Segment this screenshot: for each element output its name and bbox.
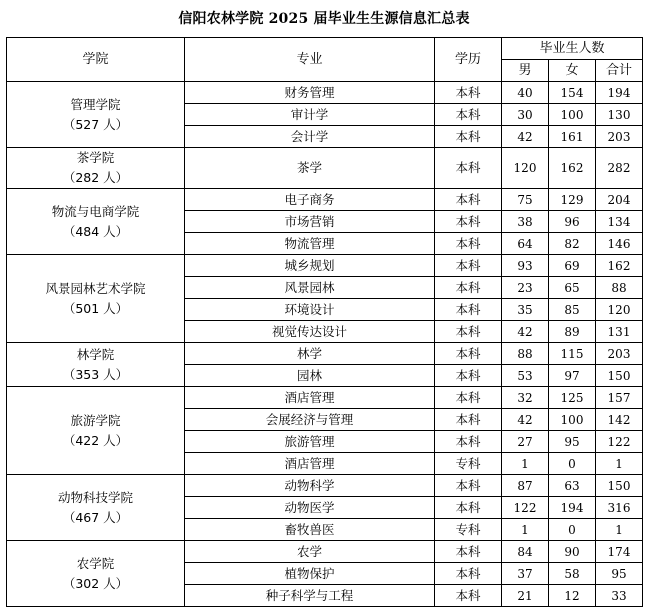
female-count-cell: 96 — [549, 211, 596, 233]
female-count-cell: 0 — [549, 453, 596, 475]
female-count-cell: 58 — [549, 563, 596, 585]
female-count-cell: 154 — [549, 82, 596, 104]
major-cell: 植物保护 — [185, 563, 435, 585]
major-cell: 物流管理 — [185, 233, 435, 255]
major-cell: 城乡规划 — [185, 255, 435, 277]
college-count: （353 人） — [62, 366, 129, 382]
college-count: （422 人） — [62, 432, 129, 448]
major-cell: 市场营销 — [185, 211, 435, 233]
female-count-cell: 89 — [549, 321, 596, 343]
degree-cell: 本科 — [435, 321, 502, 343]
degree-cell: 本科 — [435, 104, 502, 126]
table-row — [7, 541, 643, 563]
total-count-cell: 150 — [596, 475, 643, 497]
college-name: 风景园林艺术学院 — [45, 280, 146, 296]
table-row — [7, 148, 643, 189]
college-name: 林学院 — [76, 346, 115, 362]
table-row — [7, 387, 643, 409]
female-count-cell: 63 — [549, 475, 596, 497]
header-degree: 学历 — [435, 38, 502, 82]
college-cell — [7, 541, 185, 607]
female-count-cell: 161 — [549, 126, 596, 148]
college-cell — [7, 189, 185, 255]
college-cell — [7, 343, 185, 387]
total-count-cell: 157 — [596, 387, 643, 409]
college-name: 动物科技学院 — [57, 489, 133, 505]
male-count-cell: 1 — [502, 519, 549, 541]
degree-cell: 本科 — [435, 255, 502, 277]
male-count-cell: 120 — [502, 148, 549, 189]
degree-cell: 本科 — [435, 343, 502, 365]
male-count-cell: 21 — [502, 585, 549, 607]
total-count-cell: 1 — [596, 453, 643, 475]
male-count-cell: 32 — [502, 387, 549, 409]
total-count-cell: 120 — [596, 299, 643, 321]
college-cell — [7, 148, 185, 189]
total-count-cell: 150 — [596, 365, 643, 387]
header-major: 专业 — [185, 38, 435, 82]
female-count-cell: 125 — [549, 387, 596, 409]
total-count-cell: 131 — [596, 321, 643, 343]
degree-cell: 本科 — [435, 585, 502, 607]
female-count-cell: 95 — [549, 431, 596, 453]
total-count-cell: 203 — [596, 126, 643, 148]
male-count-cell: 84 — [502, 541, 549, 563]
male-count-cell: 88 — [502, 343, 549, 365]
total-count-cell: 174 — [596, 541, 643, 563]
male-count-cell: 30 — [502, 104, 549, 126]
male-count-cell: 75 — [502, 189, 549, 211]
total-count-cell: 203 — [596, 343, 643, 365]
total-count-cell: 162 — [596, 255, 643, 277]
female-count-cell: 100 — [549, 409, 596, 431]
degree-cell: 本科 — [435, 475, 502, 497]
degree-cell: 本科 — [435, 541, 502, 563]
total-count-cell: 194 — [596, 82, 643, 104]
degree-cell: 本科 — [435, 497, 502, 519]
header-male: 男 — [502, 60, 549, 82]
degree-cell: 专科 — [435, 453, 502, 475]
female-count-cell: 97 — [549, 365, 596, 387]
header-total: 合计 — [596, 60, 643, 82]
female-count-cell: 69 — [549, 255, 596, 277]
male-count-cell: 23 — [502, 277, 549, 299]
major-cell: 电子商务 — [185, 189, 435, 211]
male-count-cell: 87 — [502, 475, 549, 497]
header-row-1 — [7, 38, 643, 60]
male-count-cell: 35 — [502, 299, 549, 321]
degree-cell: 本科 — [435, 189, 502, 211]
total-count-cell: 95 — [596, 563, 643, 585]
major-cell: 视觉传达设计 — [185, 321, 435, 343]
male-count-cell: 27 — [502, 431, 549, 453]
male-count-cell: 40 — [502, 82, 549, 104]
total-count-cell: 316 — [596, 497, 643, 519]
major-cell: 园林 — [185, 365, 435, 387]
page-title: 信阳农林学院 2025 届毕业生生源信息汇总表 — [178, 11, 470, 27]
degree-cell: 本科 — [435, 431, 502, 453]
degree-cell: 本科 — [435, 365, 502, 387]
table-row — [7, 343, 643, 365]
male-count-cell: 93 — [502, 255, 549, 277]
male-count-cell: 53 — [502, 365, 549, 387]
major-cell: 林学 — [185, 343, 435, 365]
degree-cell: 本科 — [435, 277, 502, 299]
college-count: （527 人） — [62, 116, 129, 132]
total-count-cell: 88 — [596, 277, 643, 299]
major-cell: 财务管理 — [185, 82, 435, 104]
table-row — [7, 475, 643, 497]
college-name: 物流与电商学院 — [51, 203, 140, 219]
degree-cell: 本科 — [435, 387, 502, 409]
header-college: 学院 — [7, 38, 185, 82]
degree-cell: 本科 — [435, 563, 502, 585]
female-count-cell: 100 — [549, 104, 596, 126]
header-graduate-count: 毕业生人数 — [502, 38, 643, 60]
degree-cell: 本科 — [435, 126, 502, 148]
major-cell: 动物医学 — [185, 497, 435, 519]
college-name: 旅游学院 — [70, 412, 121, 428]
major-cell: 茶学 — [185, 148, 435, 189]
major-cell: 动物科学 — [185, 475, 435, 497]
table-row — [7, 82, 643, 104]
table-row — [7, 255, 643, 277]
degree-cell: 本科 — [435, 148, 502, 189]
female-count-cell: 129 — [549, 189, 596, 211]
college-cell — [7, 82, 185, 148]
total-count-cell: 142 — [596, 409, 643, 431]
degree-cell: 本科 — [435, 211, 502, 233]
college-count: （302 人） — [62, 575, 129, 591]
major-cell: 会展经济与管理 — [185, 409, 435, 431]
graduate-summary-table — [6, 37, 643, 607]
female-count-cell: 82 — [549, 233, 596, 255]
male-count-cell: 42 — [502, 409, 549, 431]
female-count-cell: 194 — [549, 497, 596, 519]
male-count-cell: 1 — [502, 453, 549, 475]
major-cell: 风景园林 — [185, 277, 435, 299]
male-count-cell: 38 — [502, 211, 549, 233]
degree-cell: 专科 — [435, 519, 502, 541]
male-count-cell: 64 — [502, 233, 549, 255]
degree-cell: 本科 — [435, 233, 502, 255]
major-cell: 审计学 — [185, 104, 435, 126]
major-cell: 农学 — [185, 541, 435, 563]
female-count-cell: 90 — [549, 541, 596, 563]
college-count: （467 人） — [62, 509, 129, 525]
college-name: 管理学院 — [70, 96, 121, 112]
degree-cell: 本科 — [435, 82, 502, 104]
total-count-cell: 204 — [596, 189, 643, 211]
table-row — [7, 189, 643, 211]
major-cell: 酒店管理 — [185, 387, 435, 409]
college-name: 茶学院 — [76, 150, 115, 165]
total-count-cell: 146 — [596, 233, 643, 255]
college-count: （282 人） — [62, 170, 129, 185]
major-cell: 环境设计 — [185, 299, 435, 321]
degree-cell: 本科 — [435, 299, 502, 321]
male-count-cell: 42 — [502, 126, 549, 148]
total-count-cell: 33 — [596, 585, 643, 607]
female-count-cell: 85 — [549, 299, 596, 321]
female-count-cell: 12 — [549, 585, 596, 607]
college-count: （484 人） — [62, 223, 129, 239]
major-cell: 种子科学与工程 — [185, 585, 435, 607]
total-count-cell: 122 — [596, 431, 643, 453]
male-count-cell: 37 — [502, 563, 549, 585]
college-cell — [7, 255, 185, 343]
female-count-cell: 65 — [549, 277, 596, 299]
male-count-cell: 42 — [502, 321, 549, 343]
total-count-cell: 282 — [596, 148, 643, 189]
total-count-cell: 130 — [596, 104, 643, 126]
college-count: （501 人） — [62, 300, 129, 316]
major-cell: 会计学 — [185, 126, 435, 148]
total-count-cell: 1 — [596, 519, 643, 541]
header-female: 女 — [549, 60, 596, 82]
college-cell — [7, 475, 185, 541]
female-count-cell: 162 — [549, 148, 596, 189]
total-count-cell: 134 — [596, 211, 643, 233]
degree-cell: 本科 — [435, 409, 502, 431]
college-name: 农学院 — [76, 555, 115, 571]
college-cell — [7, 387, 185, 475]
female-count-cell: 0 — [549, 519, 596, 541]
major-cell: 旅游管理 — [185, 431, 435, 453]
major-cell: 畜牧兽医 — [185, 519, 435, 541]
major-cell: 酒店管理 — [185, 453, 435, 475]
male-count-cell: 122 — [502, 497, 549, 519]
female-count-cell: 115 — [549, 343, 596, 365]
